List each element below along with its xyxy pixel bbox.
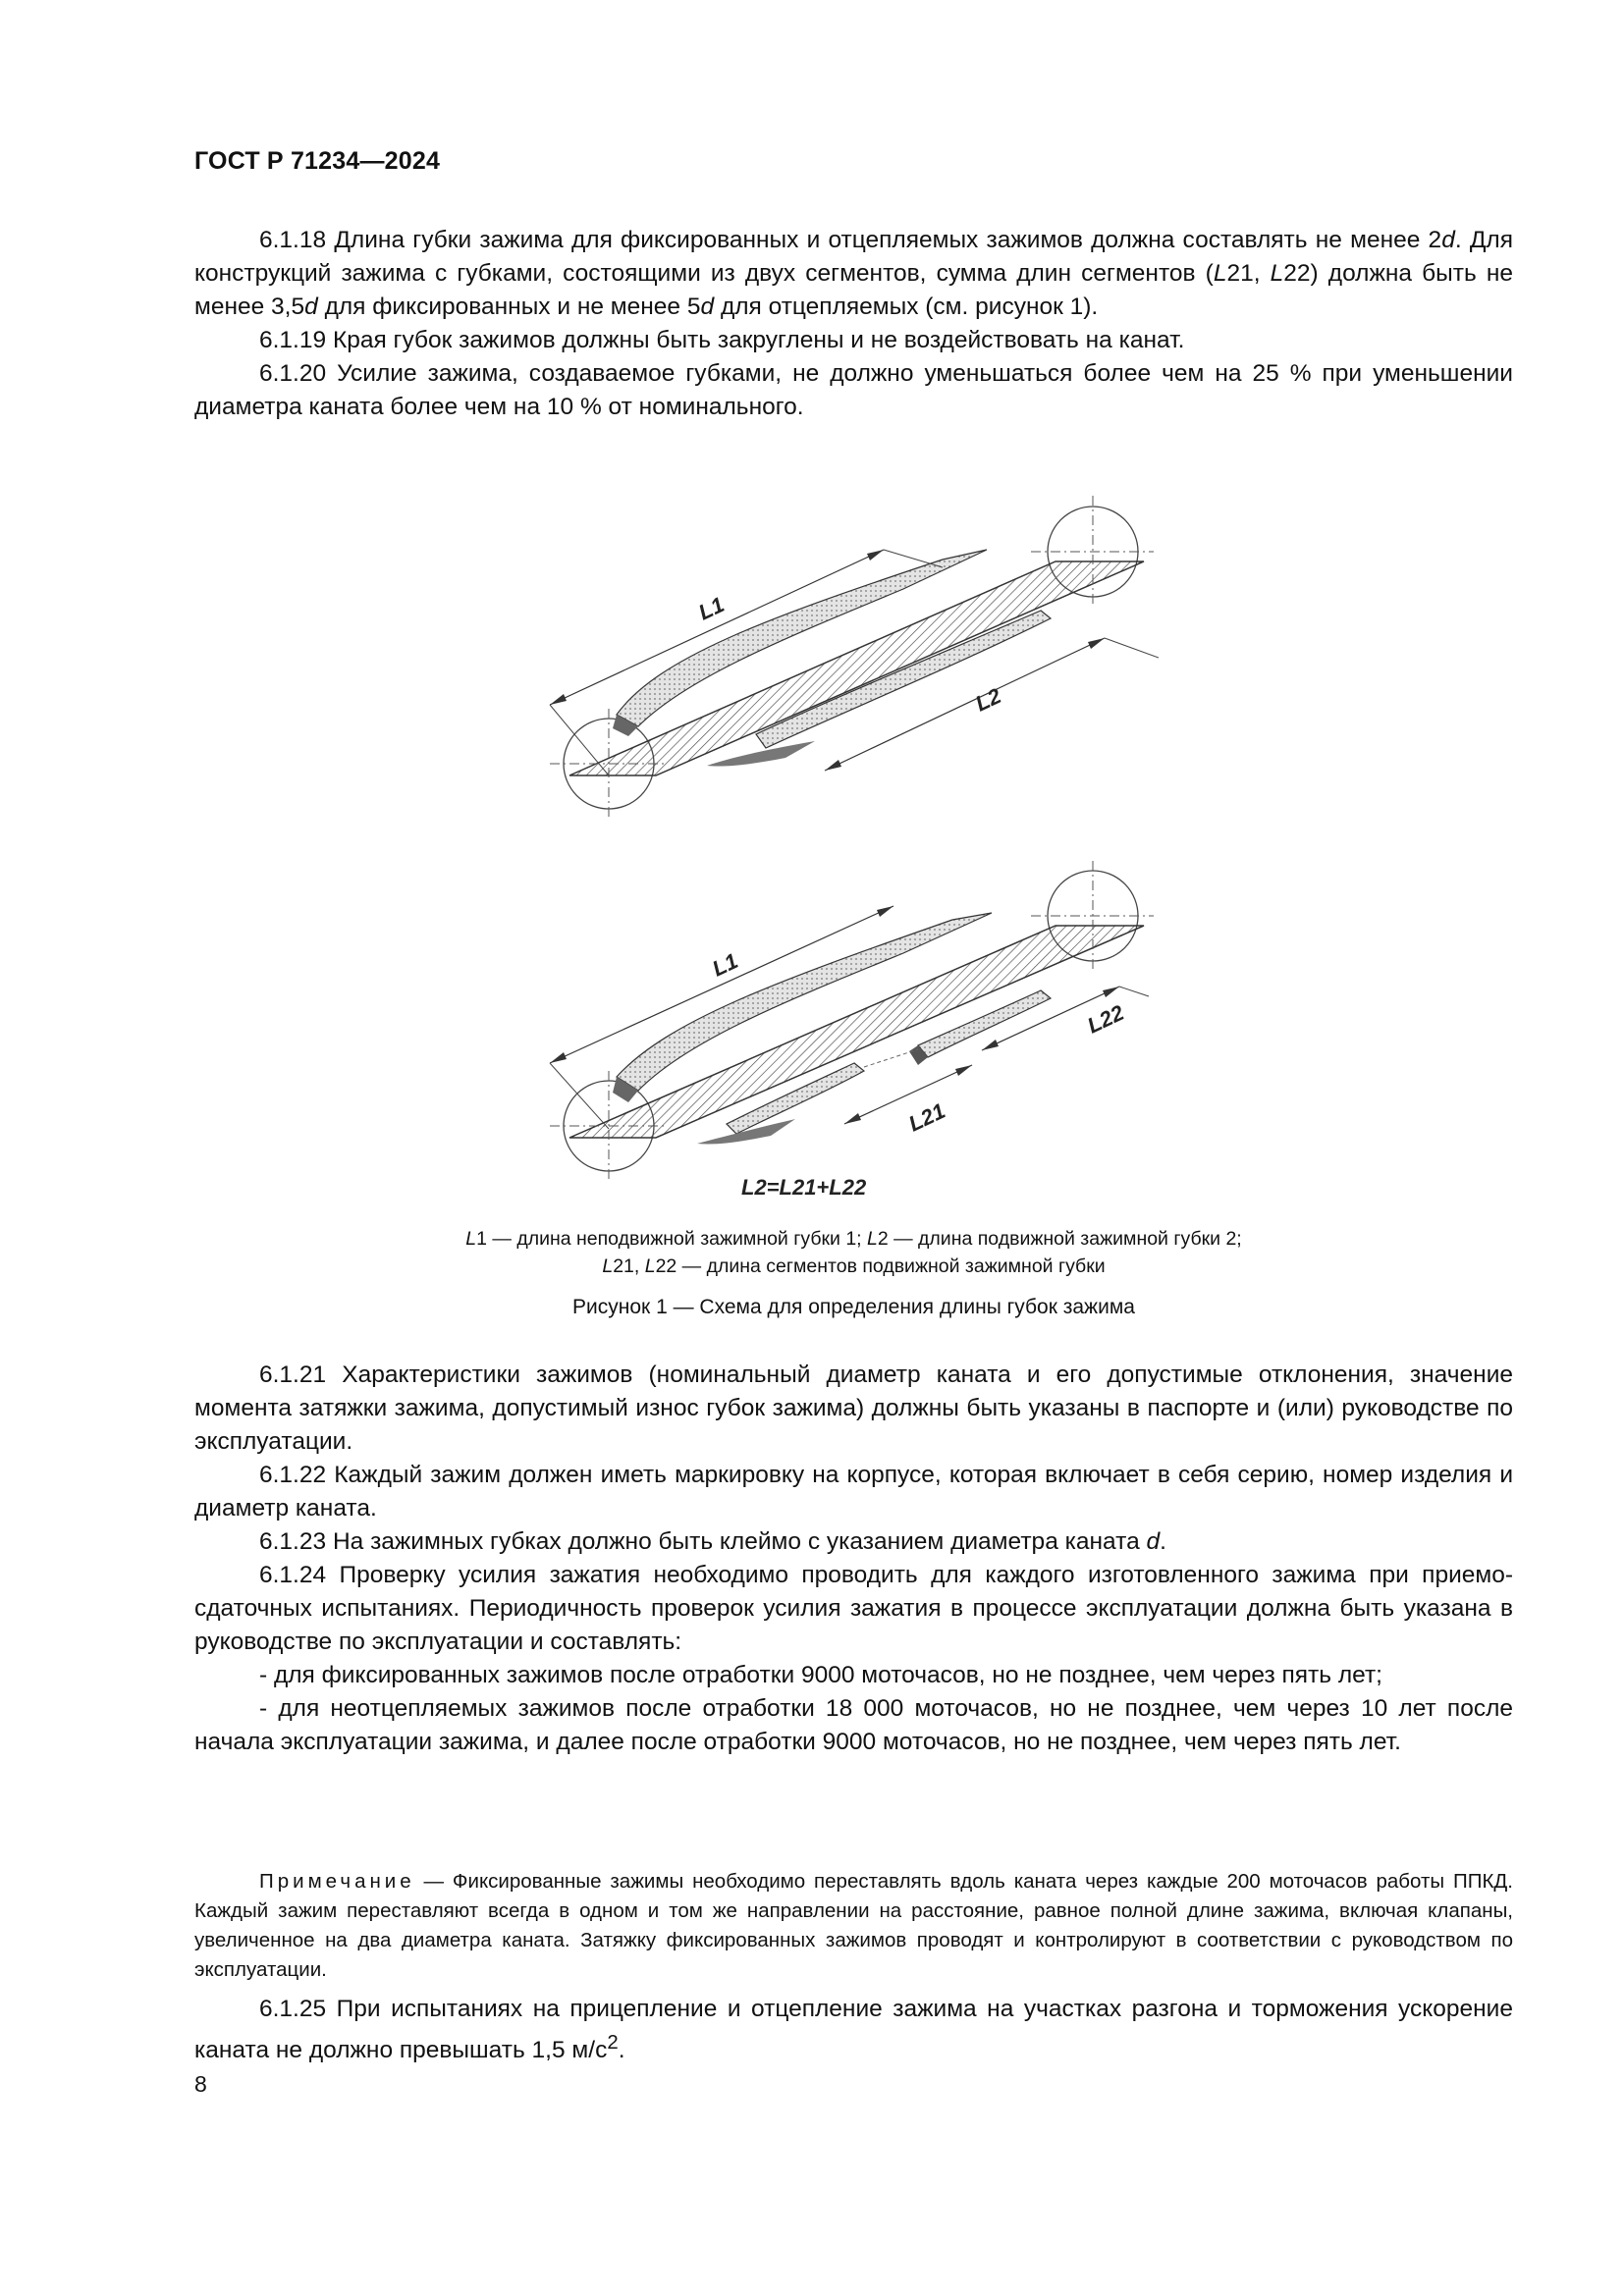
figure-legend bbox=[194, 1225, 1513, 1280]
label-L1: L1 bbox=[694, 592, 729, 625]
paragraph-6-1-19: 6.1.19 Края губок зажимов должны быть закруглены и не воздействовать на канат. bbox=[259, 327, 1185, 353]
note-label: Примечание bbox=[259, 1870, 415, 1893]
paragraph-6-1-25: 6.1.25 При испытаниях на прицепление и отцепление зажима на участках разгона и торможения ускорение каната не должно превышать 1,5 $м/с^2$. bbox=[194, 1996, 1513, 2064]
list-item-non-detachable: - для неотцепляемых зажимов после отработки 18 000 моточасов, но не позднее, чем через 10 лет после начала эксплуатации зажима, и далее после отработки 9000 моточасов, но не позднее, чем через пять лет. bbox=[194, 1695, 1513, 1755]
paragraph-6-1-24: 6.1.24 Проверку усилия зажатия необходимо проводить для каждого изготовленного зажима при приемо-сдаточных испытаниях. Периодичность проверок усилия зажатия в процессе эксплуатации должна быть указана в руководстве по эксплуатации и составлять: bbox=[194, 1562, 1514, 1655]
paragraph-6-1-23: 6.1.23 На зажимных губках должно быть клеймо с указанием диаметра каната d. bbox=[259, 1528, 1166, 1555]
figure-caption: Рисунок 1 — Схема для определения длины губок зажима bbox=[572, 1296, 1135, 1318]
paragraph-6-1-22: 6.1.22 Каждый зажим должен иметь маркировку на корпусе, которая включает в себя серию, номер изделия и диаметр каната. bbox=[194, 1462, 1513, 1522]
label-L22: L22 bbox=[1083, 999, 1128, 1039]
note-block bbox=[194, 1867, 1513, 1985]
note-paragraph: Примечание — Фиксированные зажимы необходимо переставлять вдоль каната через каждые 200 моточасов работы ППКД. Каждый зажим переставляют всегда в одном и том же направлении на расстояние, равное полной длине зажима, включая клапаны, увеличенное на два диаметра каната. Затяжку фиксированных зажимов проводят и контролируют в соответствии с руководством по эксплуатации. bbox=[194, 1870, 1513, 1981]
legend-line-2: L21, L22 — длина сегментов подвижной зажимной губки bbox=[602, 1255, 1106, 1277]
figure-clamp-jaw-lower bbox=[530, 859, 1159, 1202]
label-L2: L2 bbox=[971, 683, 1005, 717]
label-L21: L21 bbox=[904, 1097, 949, 1137]
paragraph-6-1-18: 6.1.18 Длина губки зажима для фиксированных и отцепляемых зажимов должна составлять не менее 2d. Для конструкций зажима с губками, состоящими из двух сегментов, сумма длин сегментов (L21, L22) должна быть не менее 3,5d для фиксированных и не менее 5d для отцепляемых (см. рисунок 1). bbox=[194, 227, 1514, 320]
list-item-fixed: - для фиксированных зажимов после отработки 9000 моточасов, но не позднее, чем через пять лет; bbox=[259, 1662, 1382, 1688]
figure-clamp-jaw-upper bbox=[530, 491, 1159, 825]
paragraph-6-1-21: 6.1.21 Характеристики зажимов (номинальный диаметр каната и его допустимые отклонения, значение момента затяжки зажима, допустимый износ губок зажима) должны быть указаны в паспорте и (или) руководстве по эксплуатации. bbox=[194, 1362, 1513, 1455]
paragraph-6-1-20: 6.1.20 Усилие зажима, создаваемое губками, не должно уменьшаться более чем на 25 % при уменьшении диаметра каната более чем на 10 % от номинального. bbox=[194, 360, 1513, 420]
text-block-top bbox=[194, 224, 1513, 424]
page-number: 8 bbox=[194, 2071, 207, 2097]
document-header: ГОСТ Р 71234—2024 bbox=[194, 147, 441, 175]
text-block-bottom bbox=[194, 1359, 1513, 1759]
text-block-final bbox=[194, 1993, 1513, 2067]
formula-L2: L2=L21+L22 bbox=[741, 1175, 867, 1200]
legend-line-1: L1 — длина неподвижной зажимной губки 1; L2 — длина подвижной зажимной губки 2; bbox=[465, 1228, 1242, 1250]
label-L1-lower: L1 bbox=[708, 948, 742, 982]
